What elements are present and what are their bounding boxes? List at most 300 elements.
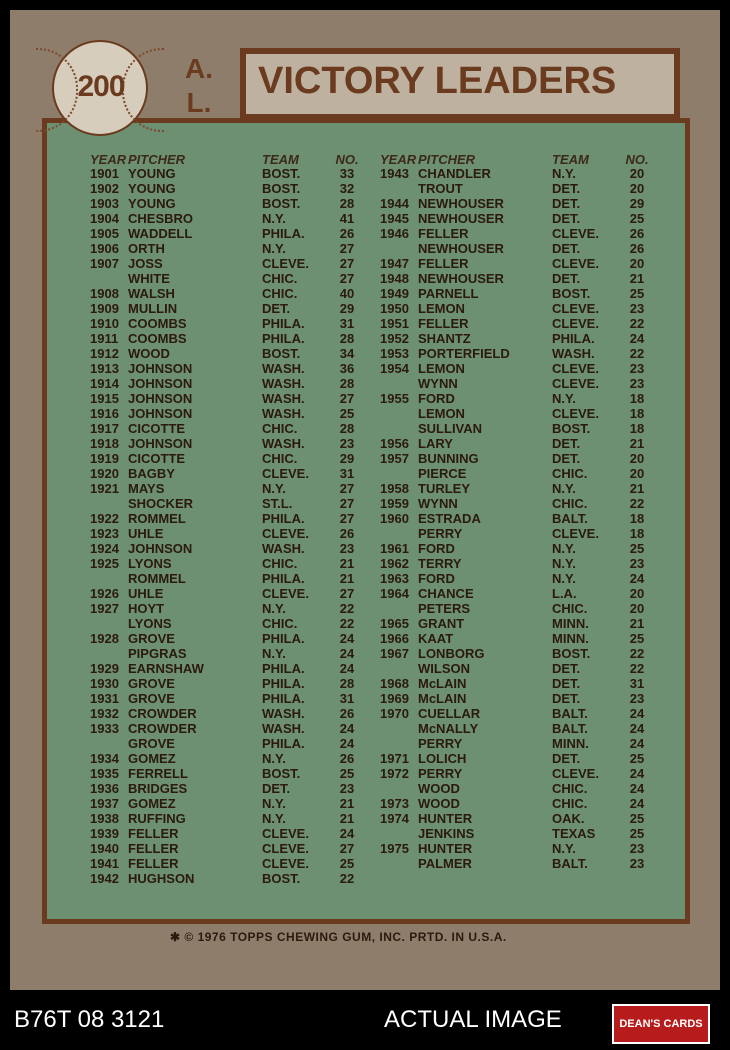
table-row bbox=[90, 451, 370, 466]
pitcher-cell: LARY bbox=[418, 436, 453, 451]
wins-cell: 24 bbox=[629, 736, 645, 751]
pitcher-cell: GRANT bbox=[418, 616, 465, 631]
pitcher-cell: CICOTTE bbox=[128, 451, 186, 466]
team-cell: CHIC. bbox=[262, 421, 298, 436]
pitcher-cell: JOHNSON bbox=[128, 541, 193, 556]
wins-cell: 27 bbox=[339, 481, 355, 496]
year-cell: 1971 bbox=[380, 751, 409, 766]
year-cell: 1938 bbox=[90, 811, 119, 826]
wins-cell: 27 bbox=[339, 511, 355, 526]
team-cell: CHIC. bbox=[552, 466, 588, 481]
table-row bbox=[380, 781, 660, 796]
wins-cell: 29 bbox=[339, 301, 355, 316]
wins-cell: 26 bbox=[339, 706, 355, 721]
year-cell: 1926 bbox=[90, 586, 119, 601]
team-cell: CHIC. bbox=[262, 556, 298, 571]
table-row bbox=[90, 571, 370, 586]
team-cell: DET. bbox=[552, 211, 581, 226]
table-row bbox=[90, 286, 370, 301]
pitcher-cell: MULLIN bbox=[128, 301, 178, 316]
wins-cell: 20 bbox=[629, 181, 645, 196]
pitcher-cell: GOMEZ bbox=[128, 796, 176, 811]
team-cell: PHILA. bbox=[262, 631, 305, 646]
table-row bbox=[90, 631, 370, 646]
wins-cell: 32 bbox=[339, 181, 355, 196]
year-cell: 1922 bbox=[90, 511, 119, 526]
team-cell: BOST. bbox=[552, 286, 591, 301]
year-cell: 1975 bbox=[380, 841, 409, 856]
actual-image-label: ACTUAL IMAGE bbox=[384, 1006, 562, 1033]
pitcher-cell: FORD bbox=[418, 571, 455, 586]
table-row bbox=[90, 436, 370, 451]
pitcher-cell: CHANCE bbox=[418, 586, 474, 601]
team-cell: BALT. bbox=[552, 856, 588, 871]
wins-cell: 21 bbox=[339, 556, 355, 571]
pitcher-cell: KAAT bbox=[418, 631, 454, 646]
table-row bbox=[380, 226, 660, 241]
pitcher-cell: LOLICH bbox=[418, 751, 467, 766]
table-row bbox=[90, 706, 370, 721]
table-row bbox=[380, 811, 660, 826]
pitcher-cell: LEMON bbox=[418, 361, 465, 376]
table-row bbox=[90, 721, 370, 736]
pitcher-cell: HOYT bbox=[128, 601, 165, 616]
header-no: NO. bbox=[625, 152, 649, 167]
team-cell: DET. bbox=[552, 451, 581, 466]
pitcher-cell: JOHNSON bbox=[128, 361, 193, 376]
table-row bbox=[90, 166, 370, 181]
pitcher-cell: McLAIN bbox=[418, 691, 467, 706]
wins-cell: 22 bbox=[629, 346, 645, 361]
table-row bbox=[90, 781, 370, 796]
team-cell: CHIC. bbox=[262, 451, 298, 466]
table-row bbox=[90, 271, 370, 286]
year-cell: 1951 bbox=[380, 316, 409, 331]
wins-cell: 21 bbox=[629, 616, 645, 631]
year-cell: 1962 bbox=[380, 556, 409, 571]
wins-cell: 23 bbox=[339, 436, 355, 451]
year-cell: 1933 bbox=[90, 721, 119, 736]
team-cell: BOST. bbox=[262, 196, 301, 211]
team-cell: CLEVE. bbox=[552, 406, 599, 421]
table-row bbox=[380, 211, 660, 226]
pitcher-cell: UHLE bbox=[128, 526, 164, 541]
team-cell: CLEVE. bbox=[262, 526, 309, 541]
pitcher-cell: WOOD bbox=[418, 796, 460, 811]
year-cell: 1920 bbox=[90, 466, 119, 481]
wins-cell: 23 bbox=[629, 556, 645, 571]
table-row bbox=[380, 496, 660, 511]
year-cell: 1942 bbox=[90, 871, 119, 886]
team-cell: DET. bbox=[552, 241, 581, 256]
pitcher-cell: SHOCKER bbox=[128, 496, 194, 511]
table-row bbox=[90, 691, 370, 706]
table-row bbox=[380, 631, 660, 646]
table-row bbox=[90, 481, 370, 496]
team-cell: WASH. bbox=[262, 721, 305, 736]
year-cell: 1949 bbox=[380, 286, 409, 301]
team-cell: N.Y. bbox=[552, 391, 576, 406]
table-row bbox=[380, 391, 660, 406]
team-cell: DET. bbox=[552, 271, 581, 286]
wins-cell: 27 bbox=[339, 586, 355, 601]
pitcher-cell: PETERS bbox=[418, 601, 471, 616]
table-row bbox=[90, 331, 370, 346]
wins-cell: 27 bbox=[339, 496, 355, 511]
wins-cell: 23 bbox=[339, 541, 355, 556]
table-row bbox=[380, 796, 660, 811]
wins-cell: 21 bbox=[339, 796, 355, 811]
year-cell: 1957 bbox=[380, 451, 409, 466]
wins-cell: 28 bbox=[339, 676, 355, 691]
table-row bbox=[90, 541, 370, 556]
pitcher-cell: CUELLAR bbox=[418, 706, 481, 721]
table-row bbox=[90, 766, 370, 781]
table-row bbox=[90, 181, 370, 196]
table-row bbox=[90, 241, 370, 256]
team-cell: CHIC. bbox=[262, 286, 298, 301]
table-row bbox=[90, 841, 370, 856]
pitcher-cell: ORTH bbox=[128, 241, 165, 256]
table-row bbox=[380, 316, 660, 331]
team-cell: PHILA. bbox=[262, 511, 305, 526]
pitcher-cell: BAGBY bbox=[128, 466, 175, 481]
pitcher-cell: WILSON bbox=[418, 661, 470, 676]
year-cell: 1948 bbox=[380, 271, 409, 286]
wins-cell: 24 bbox=[339, 736, 355, 751]
team-cell: BOST. bbox=[262, 166, 301, 181]
year-cell: 1914 bbox=[90, 376, 119, 391]
pitcher-cell: WYNN bbox=[418, 376, 458, 391]
team-cell: CLEVE. bbox=[552, 226, 599, 241]
year-cell: 1934 bbox=[90, 751, 119, 766]
pitcher-cell: NEWHOUSER bbox=[418, 271, 504, 286]
team-cell: DET. bbox=[552, 661, 581, 676]
wins-cell: 25 bbox=[629, 541, 645, 556]
team-cell: CLEVE. bbox=[552, 526, 599, 541]
team-cell: CLEVE. bbox=[552, 301, 599, 316]
table-row bbox=[90, 196, 370, 211]
table-row bbox=[380, 436, 660, 451]
year-cell: 1966 bbox=[380, 631, 409, 646]
pitcher-cell: PIERCE bbox=[418, 466, 467, 481]
pitcher-cell: COOMBS bbox=[128, 331, 187, 346]
pitcher-cell: ESTRADA bbox=[418, 511, 481, 526]
pitcher-cell: PERRY bbox=[418, 766, 463, 781]
year-cell: 1970 bbox=[380, 706, 409, 721]
team-cell: BOST. bbox=[552, 421, 591, 436]
header-team: TEAM bbox=[262, 152, 299, 167]
team-cell: BALT. bbox=[552, 706, 588, 721]
team-cell: PHILA. bbox=[262, 661, 305, 676]
table-row bbox=[380, 556, 660, 571]
wins-cell: 24 bbox=[629, 706, 645, 721]
year-cell: 1960 bbox=[380, 511, 409, 526]
table-row bbox=[380, 511, 660, 526]
team-cell: CLEVE. bbox=[552, 376, 599, 391]
team-cell: TEXAS bbox=[552, 826, 596, 841]
table-row bbox=[90, 661, 370, 676]
pitcher-cell: FELLER bbox=[418, 316, 469, 331]
team-cell: BALT. bbox=[552, 721, 588, 736]
pitcher-cell: PORTERFIELD bbox=[418, 346, 510, 361]
table-row bbox=[90, 556, 370, 571]
pitcher-cell: PERRY bbox=[418, 736, 463, 751]
pitcher-cell: GROVE bbox=[128, 736, 175, 751]
wins-cell: 23 bbox=[629, 361, 645, 376]
team-cell: PHILA. bbox=[262, 226, 305, 241]
wins-cell: 28 bbox=[339, 331, 355, 346]
year-cell: 1905 bbox=[90, 226, 119, 241]
wins-cell: 36 bbox=[339, 361, 355, 376]
team-cell: DET. bbox=[552, 676, 581, 691]
year-cell: 1945 bbox=[380, 211, 409, 226]
wins-cell: 33 bbox=[339, 166, 355, 181]
team-cell: CHIC. bbox=[552, 496, 588, 511]
year-cell: 1924 bbox=[90, 541, 119, 556]
wins-cell: 24 bbox=[339, 661, 355, 676]
wins-cell: 22 bbox=[339, 871, 355, 886]
wins-cell: 21 bbox=[339, 811, 355, 826]
pitcher-cell: McLAIN bbox=[418, 676, 467, 691]
wins-cell: 21 bbox=[629, 481, 645, 496]
wins-cell: 25 bbox=[339, 766, 355, 781]
table-row bbox=[90, 586, 370, 601]
team-cell: N.Y. bbox=[552, 541, 576, 556]
wins-cell: 28 bbox=[339, 376, 355, 391]
wins-cell: 25 bbox=[629, 811, 645, 826]
pitcher-cell: JOHNSON bbox=[128, 391, 193, 406]
team-cell: PHILA. bbox=[262, 571, 305, 586]
wins-cell: 24 bbox=[339, 826, 355, 841]
year-cell: 1961 bbox=[380, 541, 409, 556]
team-cell: CLEVE. bbox=[262, 256, 309, 271]
wins-cell: 24 bbox=[629, 766, 645, 781]
pitcher-cell: SHANTZ bbox=[418, 331, 471, 346]
year-cell: 1952 bbox=[380, 331, 409, 346]
pitcher-cell: WHITE bbox=[128, 271, 170, 286]
wins-cell: 29 bbox=[629, 196, 645, 211]
table-row bbox=[90, 391, 370, 406]
year-cell: 1919 bbox=[90, 451, 119, 466]
team-cell: BOST. bbox=[262, 766, 301, 781]
team-cell: DET. bbox=[552, 436, 581, 451]
team-cell: PHILA. bbox=[262, 331, 305, 346]
wins-cell: 25 bbox=[629, 211, 645, 226]
team-cell: PHILA. bbox=[262, 691, 305, 706]
wins-cell: 25 bbox=[339, 406, 355, 421]
wins-cell: 26 bbox=[629, 241, 645, 256]
wins-cell: 24 bbox=[629, 571, 645, 586]
team-cell: N.Y. bbox=[552, 841, 576, 856]
wins-cell: 25 bbox=[629, 826, 645, 841]
team-cell: N.Y. bbox=[262, 481, 286, 496]
wins-cell: 25 bbox=[339, 856, 355, 871]
pitcher-cell: MAYS bbox=[128, 481, 165, 496]
team-cell: BOST. bbox=[262, 346, 301, 361]
pitcher-cell: JOSS bbox=[128, 256, 163, 271]
team-cell: CLEVE. bbox=[262, 841, 309, 856]
header-pitcher: PITCHER bbox=[418, 152, 476, 167]
wins-cell: 22 bbox=[629, 646, 645, 661]
wins-cell: 18 bbox=[629, 391, 645, 406]
wins-cell: 24 bbox=[339, 646, 355, 661]
team-cell: BALT. bbox=[552, 511, 588, 526]
pitcher-cell: JOHNSON bbox=[128, 436, 193, 451]
pitcher-cell: NEWHOUSER bbox=[418, 241, 504, 256]
table-row bbox=[90, 616, 370, 631]
pitcher-cell: WYNN bbox=[418, 496, 458, 511]
team-cell: BOST. bbox=[262, 871, 301, 886]
year-cell: 1967 bbox=[380, 646, 409, 661]
wins-cell: 26 bbox=[339, 226, 355, 241]
pitcher-cell: EARNSHAW bbox=[128, 661, 204, 676]
table-row bbox=[380, 541, 660, 556]
pitcher-cell: COOMBS bbox=[128, 316, 187, 331]
wins-cell: 27 bbox=[339, 391, 355, 406]
table-row bbox=[380, 241, 660, 256]
year-cell: 1936 bbox=[90, 781, 119, 796]
table-row bbox=[380, 361, 660, 376]
year-cell: 1903 bbox=[90, 196, 119, 211]
table-row bbox=[380, 766, 660, 781]
table-row bbox=[380, 181, 660, 196]
year-cell: 1910 bbox=[90, 316, 119, 331]
table-row bbox=[90, 496, 370, 511]
pitcher-cell: NEWHOUSER bbox=[418, 196, 504, 211]
year-cell: 1923 bbox=[90, 526, 119, 541]
pitcher-cell: PIPGRAS bbox=[128, 646, 187, 661]
team-cell: N.Y. bbox=[262, 241, 286, 256]
wins-cell: 26 bbox=[339, 526, 355, 541]
team-cell: PHILA. bbox=[262, 676, 305, 691]
team-cell: N.Y. bbox=[552, 166, 576, 181]
wins-cell: 23 bbox=[629, 301, 645, 316]
year-cell: 1939 bbox=[90, 826, 119, 841]
year-cell: 1907 bbox=[90, 256, 119, 271]
wins-cell: 31 bbox=[629, 676, 645, 691]
wins-cell: 23 bbox=[629, 856, 645, 871]
table-row bbox=[380, 271, 660, 286]
team-cell: WASH. bbox=[262, 436, 305, 451]
wins-cell: 21 bbox=[629, 271, 645, 286]
table-row bbox=[380, 256, 660, 271]
year-cell: 1935 bbox=[90, 766, 119, 781]
year-cell: 1954 bbox=[380, 361, 409, 376]
team-cell: CLEVE. bbox=[262, 826, 309, 841]
pitcher-cell: RUFFING bbox=[128, 811, 186, 826]
pitcher-cell: HUNTER bbox=[418, 811, 473, 826]
team-cell: CLEVE. bbox=[262, 466, 309, 481]
team-cell: MINN. bbox=[552, 631, 589, 646]
wins-cell: 21 bbox=[629, 436, 645, 451]
team-cell: WASH. bbox=[262, 376, 305, 391]
table-row bbox=[380, 166, 660, 181]
table-row bbox=[90, 601, 370, 616]
pitcher-cell: YOUNG bbox=[128, 181, 176, 196]
table-header bbox=[380, 152, 660, 166]
year-cell: 1953 bbox=[380, 346, 409, 361]
pitcher-cell: GROVE bbox=[128, 676, 175, 691]
year-cell: 1965 bbox=[380, 616, 409, 631]
table-row bbox=[380, 346, 660, 361]
year-cell: 1964 bbox=[380, 586, 409, 601]
wins-cell: 34 bbox=[339, 346, 355, 361]
pitcher-cell: BRIDGES bbox=[128, 781, 188, 796]
team-cell: MINN. bbox=[552, 616, 589, 631]
year-cell: 1911 bbox=[90, 331, 119, 346]
wins-cell: 26 bbox=[629, 226, 645, 241]
wins-cell: 31 bbox=[339, 691, 355, 706]
pitcher-cell: FELLER bbox=[418, 256, 469, 271]
wins-cell: 18 bbox=[629, 421, 645, 436]
pitcher-cell: CROWDER bbox=[128, 721, 197, 736]
page-title: VICTORY LEADERS bbox=[258, 60, 617, 102]
table-row bbox=[90, 511, 370, 526]
team-cell: DET. bbox=[262, 301, 291, 316]
pitcher-cell: TROUT bbox=[418, 181, 463, 196]
wins-cell: 31 bbox=[339, 466, 355, 481]
team-cell: CLEVE. bbox=[552, 766, 599, 781]
pitcher-cell: LONBORG bbox=[418, 646, 485, 661]
team-cell: BOST. bbox=[552, 646, 591, 661]
year-cell: 1913 bbox=[90, 361, 119, 376]
year-cell: 1928 bbox=[90, 631, 119, 646]
pitcher-cell: GOMEZ bbox=[128, 751, 176, 766]
year-cell: 1963 bbox=[380, 571, 409, 586]
pitcher-cell: FELLER bbox=[128, 856, 179, 871]
pitcher-cell: LEMON bbox=[418, 301, 465, 316]
table-row bbox=[90, 646, 370, 661]
team-cell: N.Y. bbox=[262, 646, 286, 661]
league-label: A. L. bbox=[185, 53, 213, 118]
pitcher-cell: GROVE bbox=[128, 691, 175, 706]
team-cell: CLEVE. bbox=[262, 586, 309, 601]
team-cell: MINN. bbox=[552, 736, 589, 751]
table-row bbox=[90, 676, 370, 691]
wins-cell: 25 bbox=[629, 751, 645, 766]
year-cell: 1925 bbox=[90, 556, 119, 571]
table-row bbox=[380, 586, 660, 601]
table-row bbox=[380, 751, 660, 766]
table-row bbox=[380, 286, 660, 301]
pitcher-cell: JOHNSON bbox=[128, 376, 193, 391]
year-cell: 1932 bbox=[90, 706, 119, 721]
year-cell: 1959 bbox=[380, 496, 409, 511]
table-row bbox=[90, 796, 370, 811]
table-row bbox=[380, 571, 660, 586]
right-column bbox=[380, 152, 660, 871]
wins-cell: 24 bbox=[339, 631, 355, 646]
table-row bbox=[90, 226, 370, 241]
pitcher-cell: JENKINS bbox=[418, 826, 475, 841]
table-row bbox=[380, 466, 660, 481]
wins-cell: 23 bbox=[629, 841, 645, 856]
table-row bbox=[380, 331, 660, 346]
wins-cell: 22 bbox=[629, 496, 645, 511]
left-column bbox=[90, 152, 370, 886]
table-row bbox=[380, 481, 660, 496]
year-cell: 1943 bbox=[380, 166, 409, 181]
year-cell: 1918 bbox=[90, 436, 119, 451]
table-row bbox=[90, 316, 370, 331]
team-cell: ST.L. bbox=[262, 496, 293, 511]
wins-cell: 27 bbox=[339, 241, 355, 256]
table-row bbox=[90, 421, 370, 436]
pitcher-cell: FELLER bbox=[418, 226, 469, 241]
pitcher-cell: YOUNG bbox=[128, 196, 176, 211]
table-row bbox=[90, 736, 370, 751]
